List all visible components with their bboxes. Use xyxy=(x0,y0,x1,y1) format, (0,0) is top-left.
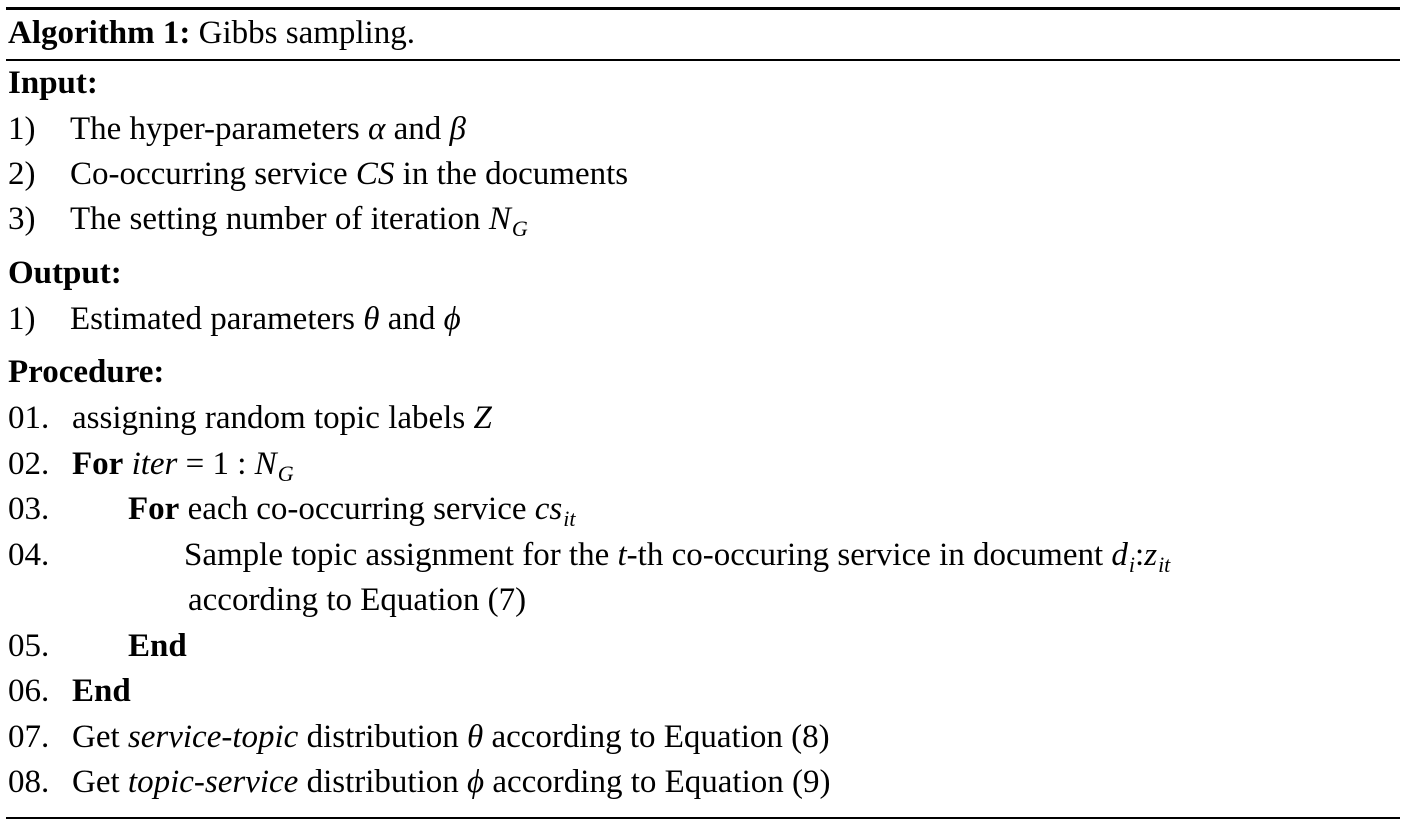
algorithm-title: Gibbs sampling. xyxy=(198,15,415,51)
math-z: Z xyxy=(473,400,492,436)
procedure-step-continuation: according to Equation (7) xyxy=(188,582,527,618)
step-number: 05. xyxy=(8,628,50,664)
procedure-step: 08. Get topic-service distribution ϕ according to Equation (9) xyxy=(8,764,831,800)
input-heading: Input: xyxy=(8,65,98,101)
header-rule xyxy=(6,59,1400,61)
procedure-step: 02. For iter = 1 : $N_G$ xyxy=(8,446,294,486)
math-alpha: α xyxy=(368,111,386,147)
math-n: N xyxy=(488,201,511,237)
item-number: 1) xyxy=(8,301,36,337)
step-number: 02. xyxy=(8,446,50,482)
step-number: 07. xyxy=(8,719,50,755)
math-phi: ϕ xyxy=(443,301,461,337)
step-number: 01. xyxy=(8,400,50,436)
keyword-for: For xyxy=(128,491,180,527)
procedure-step: 04. Sample topic assignment for the t-th co-occuring service in document $d_i:z_{it}$ xyxy=(8,537,1171,577)
item-number: 2) xyxy=(8,156,36,192)
math-z: z xyxy=(1144,537,1158,573)
math-subscript: i xyxy=(1128,552,1136,577)
math-cs: cs xyxy=(534,491,563,527)
procedure-step: 07. Get service-topic distribution θ according to Equation (8) xyxy=(8,719,830,755)
item-number: 1) xyxy=(8,111,36,147)
math-subscript: G xyxy=(511,216,528,241)
output-heading: Output: xyxy=(8,255,122,291)
input-item: 2) Co-occurring service CS in the documents xyxy=(8,156,629,192)
step-number: 06. xyxy=(8,673,50,709)
keyword-for: For xyxy=(72,446,124,482)
step-number: 03. xyxy=(8,491,50,527)
math-subscript: it xyxy=(1158,552,1171,577)
input-item: 1) The hyper-parameters α and β xyxy=(8,111,466,147)
math-subscript: G xyxy=(277,461,294,486)
math-theta: θ xyxy=(363,301,380,337)
procedure-heading: Procedure: xyxy=(8,354,165,390)
item-number: 3) xyxy=(8,201,36,237)
emphasis-text: service-topic xyxy=(127,719,299,755)
math-subscript: it xyxy=(563,506,576,531)
math-phi: ϕ xyxy=(467,764,485,800)
output-item: 1) Estimated parameters θ and ϕ xyxy=(8,301,461,337)
math-t: t xyxy=(617,537,627,573)
math-iter: iter xyxy=(131,446,178,482)
algorithm-label: Algorithm 1: xyxy=(8,15,191,51)
procedure-step xyxy=(8,626,187,666)
math-d: d xyxy=(1111,537,1128,573)
input-item: 3) The setting number of iteration $N_G$ xyxy=(8,201,528,241)
keyword-end: End xyxy=(72,673,131,709)
math-cs: CS xyxy=(355,156,395,192)
math-beta: β xyxy=(449,111,466,147)
step-number: 04. xyxy=(8,537,50,573)
emphasis-text: topic-service xyxy=(127,764,299,800)
math-n: N xyxy=(254,446,277,482)
algorithm-caption xyxy=(8,13,415,53)
procedure-step xyxy=(8,671,131,711)
step-number: 08. xyxy=(8,764,50,800)
procedure-step: 01. assigning random topic labels Z xyxy=(8,400,492,436)
keyword-end: End xyxy=(128,628,187,664)
top-rule xyxy=(6,7,1400,10)
bottom-rule xyxy=(6,817,1400,819)
math-theta: θ xyxy=(467,719,484,755)
procedure-step: 03. For each co-occurring service $cs_{it}$ xyxy=(8,491,576,531)
